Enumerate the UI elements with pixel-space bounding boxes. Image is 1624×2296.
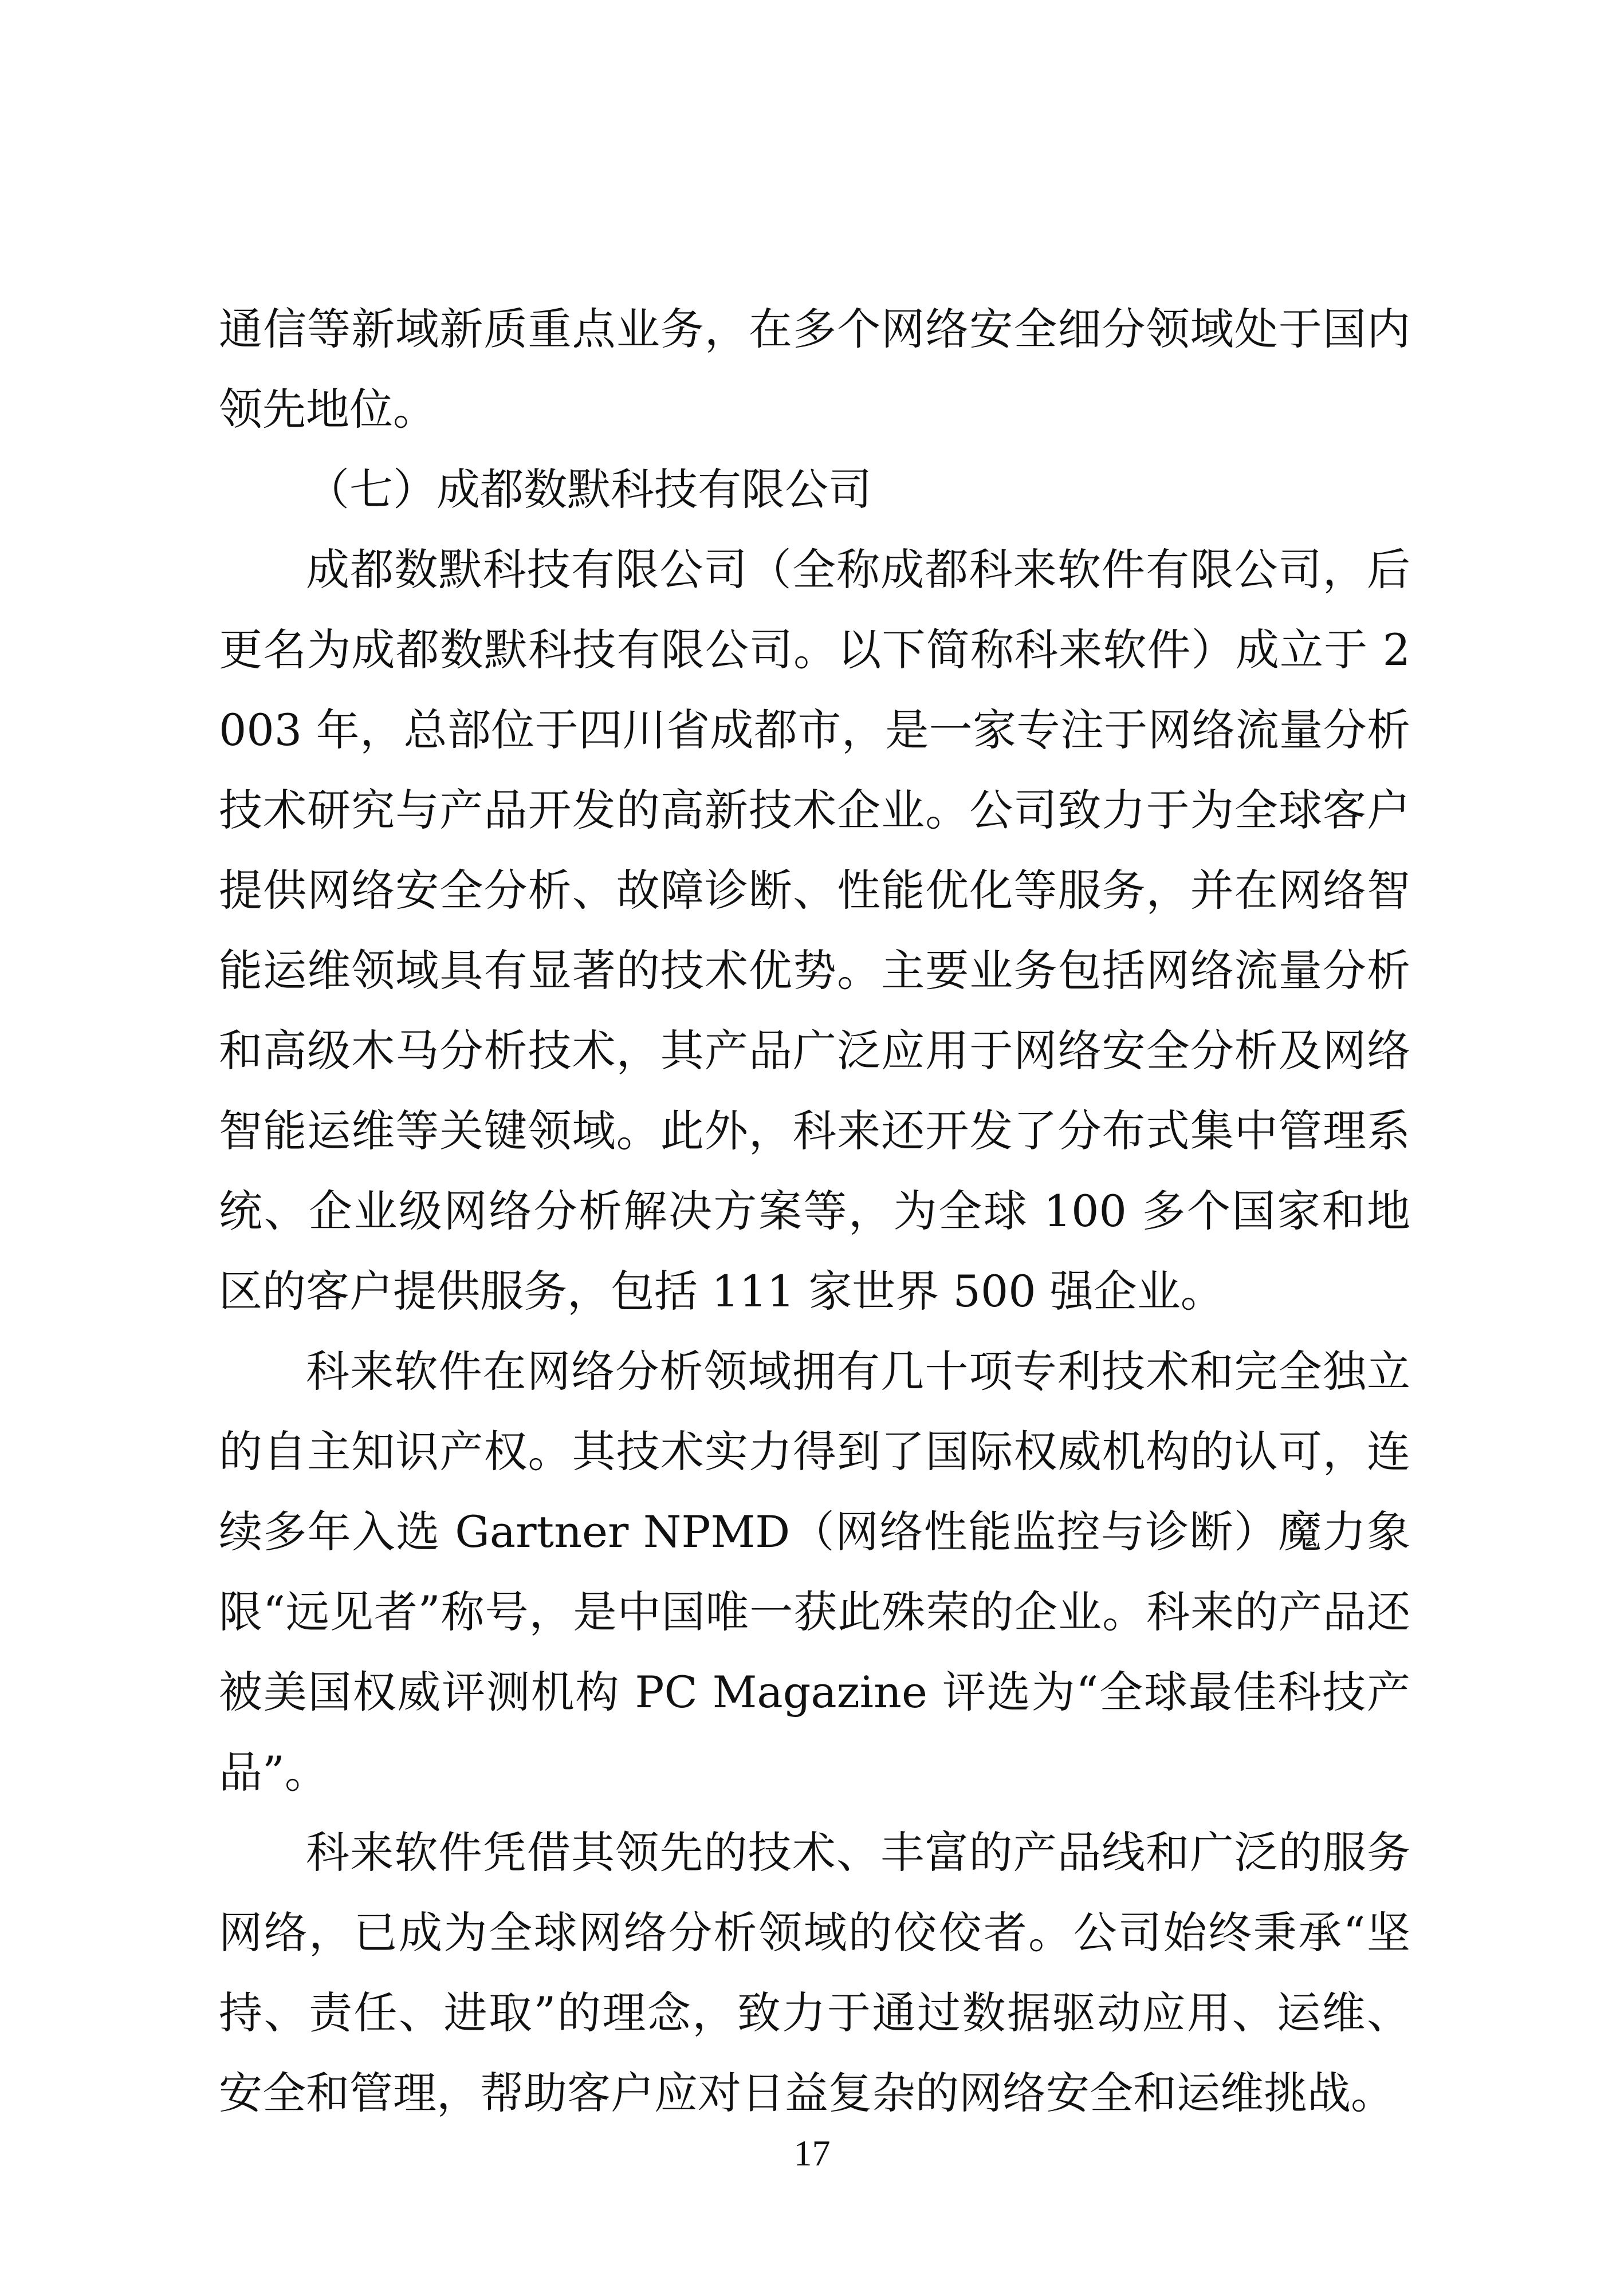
paragraph-continuation: 通信等新域新质重点业务，在多个网络安全细分领域处于国内领先地位。 — [219, 304, 1410, 435]
document-body — [219, 289, 1410, 2133]
paragraph-company-intro: 成都数默科技有限公司（全称成都科来软件有限公司，后更名为成都数默科技有限公司。以下简称科来软件）成立于 2003 年，总部位于四川省成都市，是一家专注于网络流量分析技术研究与产品开发的高新技术企业。公司致力于为全球客户提供网络安全分析、故障诊断、性能优化等服务，并在网络智能运维领域具有显著的技术优势。主要业务包括网络流量分析和高级木马分析技术，其产品广泛应用于网络安全分析及网络智能运维等关键领域。此外，科来还开发了分布式集中管理系统、企业级网络分析解决方案等，为全球 100 多个国家和地区的客户提供服务，包括 111 家世界 500 强企业。 — [219, 544, 1410, 1317]
paragraph-patents-recognition: 科来软件在网络分析领域拥有几十项专利技术和完全独立的自主知识产权。其技术实力得到了国际权威机构的认可，连续多年入选 Gartner NPMD（网络性能监控与诊断）魔力象限“远见者”称号，是中国唯一获此殊荣的企业。科来的产品还被美国权威评测机构 PC Magazine 评选为“全球最佳科技产品”。 — [219, 1346, 1410, 1798]
paragraph-mission: 科来软件凭借其领先的技术、丰富的产品线和广泛的服务网络，已成为全球网络分析领域的佼佼者。公司始终秉承“坚持、责任、进取”的理念，致力于通过数据驱动应用、运维、安全和管理，帮助客户应对日益复杂的网络安全和运维挑战。 — [219, 1827, 1410, 2118]
page-number: 17 — [793, 2133, 831, 2173]
section-heading: （七）成都数默科技有限公司 — [306, 464, 872, 515]
